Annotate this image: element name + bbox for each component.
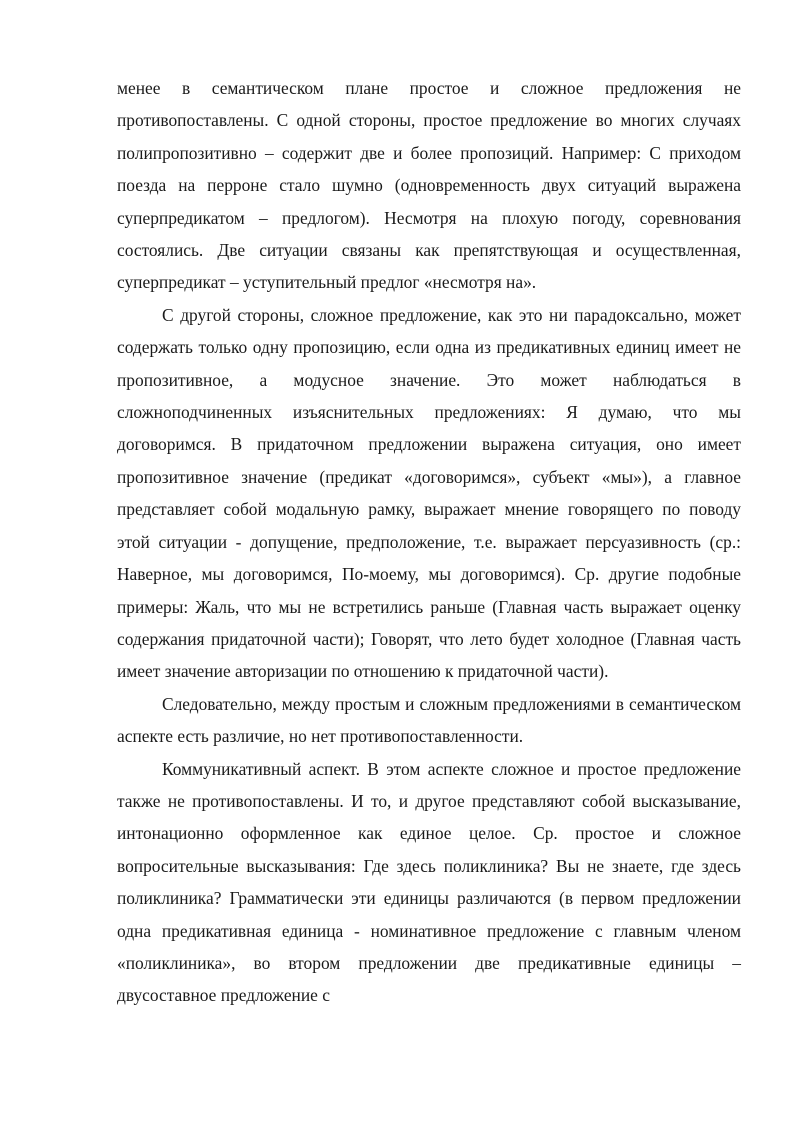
document-body — [117, 72, 741, 1012]
paragraph-communicative-aspect: Коммуникативный аспект. В этом аспекте сложное и простое предложение также не противопоставлены. И то, и другое представляют собой высказывание, интонационно оформленное как единое целое. Ср. простое и сложное вопросительные высказывания: Где здесь поликлиника? Вы не знаете, где здесь поликлиника? Грамматически эти единицы различаются (в первом предложении одна предикативная единица - номинативное предложение с главным членом «поликлиника», во втором предложении две предикативные единицы – двусоставное предложение с — [117, 758, 741, 1006]
paragraph-continuation: менее в семантическом плане простое и сложное предложения не противопоставлены. С одной стороны, простое предложение во многих случаях полипропозитивно – содержит две и более пропозиций. Например: С приходом поезда на перроне стало шумно (одновременность двух ситуаций выражена суперпредикатом – предлогом). Несмотря на плохую погоду, соревнования состоялись. Две ситуации связаны как препятствующая и осуществленная, суперпредикат – уступительный предлог «несмотря на». — [117, 78, 741, 293]
paragraph-complex-sentence: С другой стороны, сложное предложение, как это ни парадоксально, может содержать только одну пропозицию, если одна из предикативных единиц имеет не пропозитивное, а модусное значение. Это может наблюдаться в сложноподчиненных изъяснительных предложениях: Я думаю, что мы договоримся. В придаточном предложении выражена ситуация, оно имеет пропозитивное значение (предикат «договоримся», субъект «мы»), а главное представляет собой модальную рамку, выражает мнение говорящего по поводу этой ситуации - допущение, предположение, т.е. выражает персуазивность (ср.: Наверное, мы договоримся, По-моему, мы договоримся). Ср. другие подобные примеры: Жаль, что мы не встретились раньше (Главная часть выражает оценку содержания придаточной части); Говорят, что лето будет холодное (Главная часть имеет значение авторизации по отношению к придаточной части). — [117, 304, 741, 682]
paragraph-conclusion: Следовательно, между простым и сложным предложениями в семантическом аспекте есть различие, но нет противопоставленности. — [117, 693, 741, 747]
